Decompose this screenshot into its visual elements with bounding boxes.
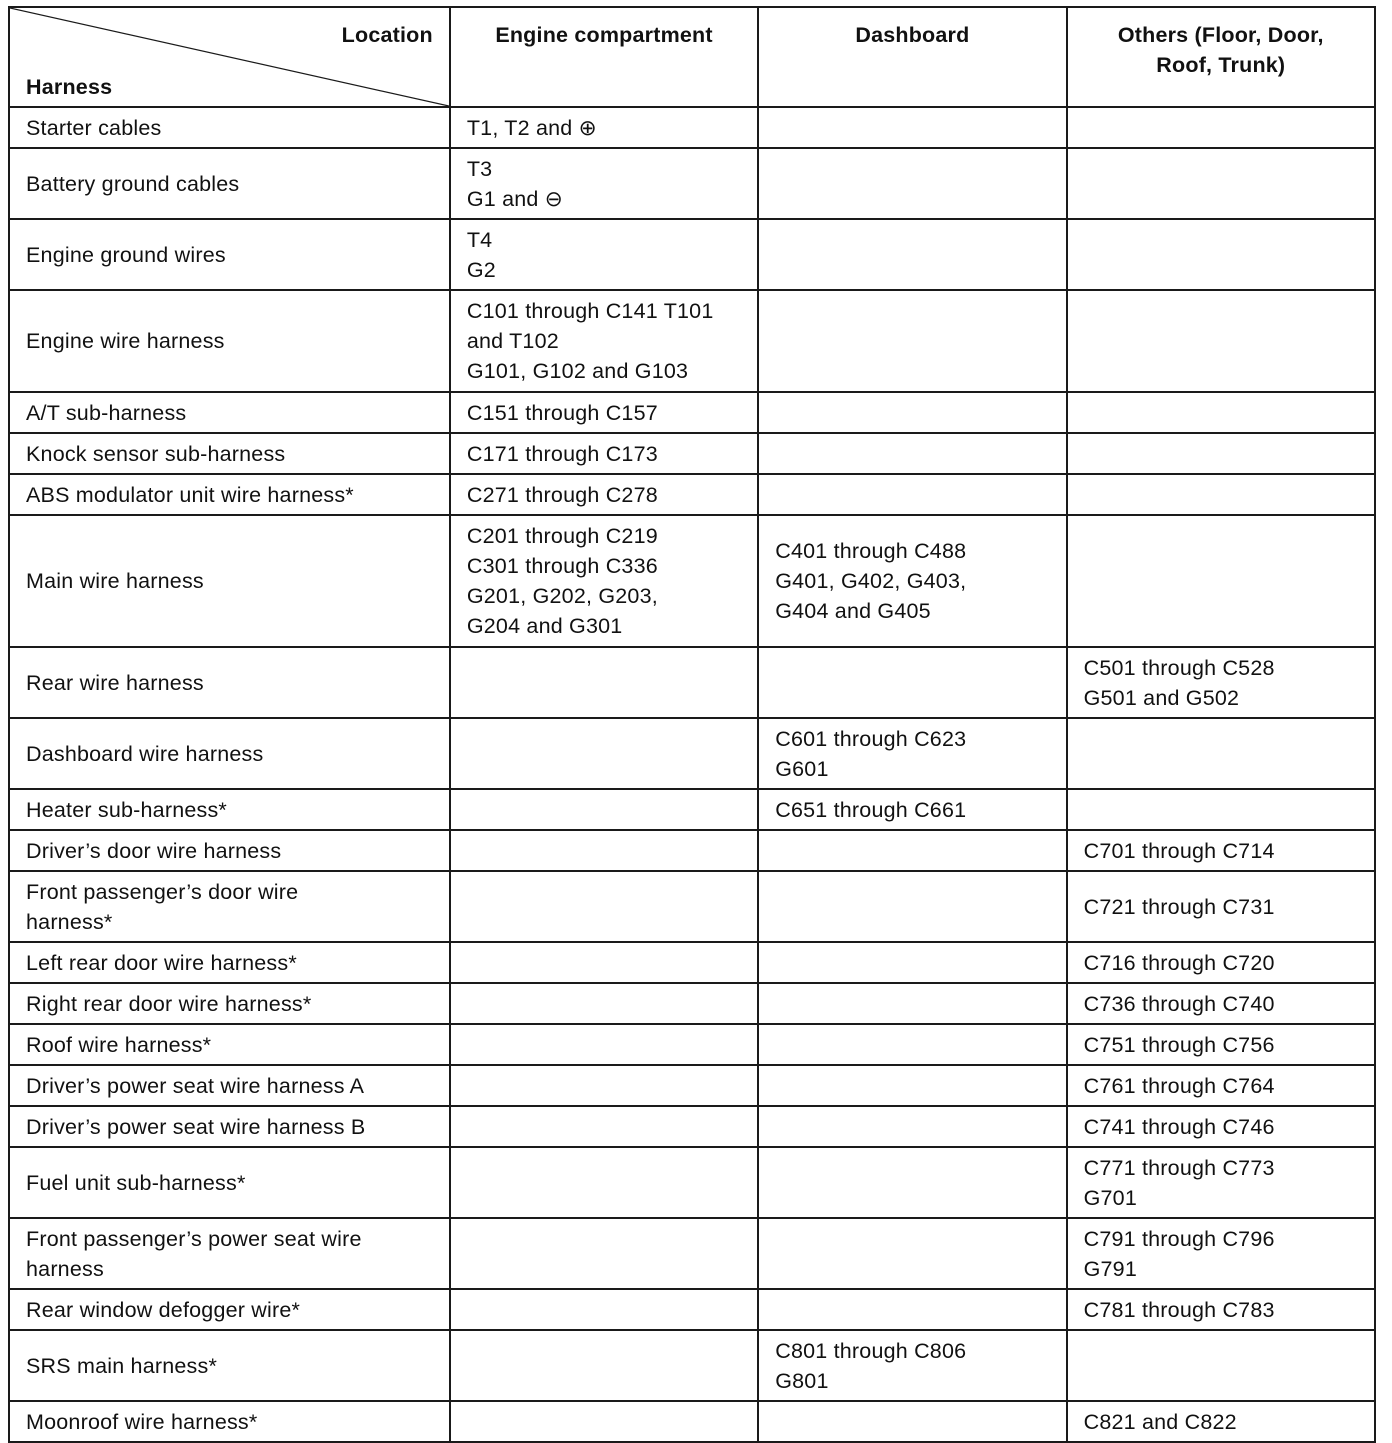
cell-text-line: C761 through C764 bbox=[1083, 1073, 1275, 1098]
cell-text-line: G401, G402, G403, bbox=[775, 569, 967, 593]
engine-compartment-cell bbox=[450, 718, 758, 789]
cell-text-line: C736 through C740 bbox=[1083, 991, 1275, 1016]
harness-cell bbox=[9, 1147, 450, 1218]
harness-cell bbox=[9, 290, 450, 392]
cell-text-line: G101, G102 and G103 bbox=[466, 359, 689, 383]
harness-cell bbox=[9, 718, 450, 789]
cell-text-line: Engine wire harness bbox=[26, 329, 225, 353]
cell-text-line: C271 through C278 bbox=[466, 482, 658, 507]
others-cell bbox=[1067, 433, 1375, 474]
dashboard-cell bbox=[758, 433, 1066, 474]
cell-text-line: G701 bbox=[1083, 1185, 1137, 1210]
harness-cell bbox=[9, 830, 450, 871]
engine-compartment-cell bbox=[450, 1330, 758, 1401]
column-header-line: Engine compartment bbox=[495, 23, 713, 47]
dashboard-cell bbox=[758, 148, 1066, 219]
others-cell bbox=[1067, 1106, 1375, 1147]
engine-compartment-cell bbox=[450, 107, 758, 148]
cell-text-line: G201, G202, G203, bbox=[466, 584, 658, 608]
harness-cell bbox=[9, 1065, 450, 1106]
cell-text-line: C716 through C720 bbox=[1083, 950, 1275, 975]
column-header-dashboard bbox=[758, 7, 1066, 107]
others-cell bbox=[1067, 148, 1375, 219]
engine-compartment-cell bbox=[450, 1289, 758, 1330]
others-cell bbox=[1067, 983, 1375, 1024]
others-cell bbox=[1067, 942, 1375, 983]
others-cell bbox=[1067, 1147, 1375, 1218]
cell-text-line: Starter cables bbox=[26, 115, 162, 140]
dashboard-cell bbox=[758, 1330, 1066, 1401]
dashboard-cell bbox=[758, 1065, 1066, 1106]
engine-compartment-cell bbox=[450, 290, 758, 392]
harness-cell bbox=[9, 1218, 450, 1289]
others-cell bbox=[1067, 647, 1375, 718]
others-cell bbox=[1067, 515, 1375, 647]
cell-text-line: C821 and C822 bbox=[1083, 1409, 1237, 1434]
cell-text-line: Dashboard wire harness bbox=[26, 741, 264, 766]
table-row bbox=[9, 1289, 1375, 1330]
others-cell bbox=[1067, 1218, 1375, 1289]
engine-compartment-cell bbox=[450, 1147, 758, 1218]
cell-text-line: C701 through C714 bbox=[1083, 838, 1275, 863]
cell-text-line: G501 and G502 bbox=[1083, 685, 1240, 710]
cell-text-line: G404 and G405 bbox=[775, 599, 931, 623]
others-cell bbox=[1067, 1330, 1375, 1401]
table-row bbox=[9, 647, 1375, 718]
cell-text-line: C501 through C528 bbox=[1083, 655, 1275, 680]
engine-compartment-cell bbox=[450, 647, 758, 718]
engine-compartment-cell bbox=[450, 474, 758, 515]
cell-text-line: C801 through C806 bbox=[775, 1338, 967, 1363]
cell-text-line: C601 through C623 bbox=[775, 726, 967, 751]
table-row bbox=[9, 219, 1375, 290]
harness-cell bbox=[9, 1401, 450, 1442]
harness-cell bbox=[9, 433, 450, 474]
engine-compartment-cell bbox=[450, 219, 758, 290]
dashboard-cell bbox=[758, 1289, 1066, 1330]
dashboard-cell bbox=[758, 983, 1066, 1024]
dashboard-cell bbox=[758, 392, 1066, 433]
engine-compartment-cell bbox=[450, 1065, 758, 1106]
others-cell bbox=[1067, 474, 1375, 515]
cell-text-line: T1, T2 and ⊕ bbox=[466, 115, 597, 140]
dashboard-cell bbox=[758, 647, 1066, 718]
cell-text-line: C741 through C746 bbox=[1083, 1114, 1275, 1139]
cell-text-line: and T102 bbox=[466, 329, 559, 353]
corner-header-cell bbox=[9, 7, 450, 107]
table-row bbox=[9, 718, 1375, 789]
table-body bbox=[9, 107, 1375, 1442]
cell-text-line: A/T sub-harness bbox=[26, 400, 187, 425]
harness-cell bbox=[9, 983, 450, 1024]
location-label: Location bbox=[341, 23, 433, 47]
others-cell bbox=[1067, 392, 1375, 433]
harness-cell bbox=[9, 148, 450, 219]
dashboard-cell bbox=[758, 290, 1066, 392]
cell-text-line: C101 through C141 T101 bbox=[466, 299, 714, 323]
engine-compartment-cell bbox=[450, 789, 758, 830]
table-row bbox=[9, 474, 1375, 515]
column-header-line: Others (Floor, Door, bbox=[1117, 23, 1324, 47]
table-row bbox=[9, 392, 1375, 433]
engine-compartment-cell bbox=[450, 1218, 758, 1289]
cell-text-line: Roof wire harness* bbox=[26, 1032, 212, 1057]
column-header-others bbox=[1067, 7, 1375, 107]
engine-compartment-cell bbox=[450, 392, 758, 433]
others-cell bbox=[1067, 1289, 1375, 1330]
header-row bbox=[9, 7, 1375, 107]
cell-text-line: Front passenger’s door wire bbox=[26, 879, 299, 904]
cell-text-line: G204 and G301 bbox=[466, 614, 623, 638]
cell-text-line: Heater sub-harness* bbox=[26, 797, 227, 822]
column-header-engine-compartment bbox=[450, 7, 758, 107]
cell-text-line: Driver’s power seat wire harness B bbox=[26, 1114, 366, 1139]
cell-text-line: G801 bbox=[775, 1368, 829, 1393]
harness-cell bbox=[9, 515, 450, 647]
engine-compartment-cell bbox=[450, 983, 758, 1024]
dashboard-cell bbox=[758, 1147, 1066, 1218]
engine-compartment-cell bbox=[450, 515, 758, 647]
harness-cell bbox=[9, 789, 450, 830]
cell-text-line: harness* bbox=[26, 909, 113, 934]
dashboard-cell bbox=[758, 474, 1066, 515]
others-cell bbox=[1067, 1401, 1375, 1442]
cell-text-line: G1 and ⊖ bbox=[466, 186, 563, 211]
cell-text-line: C201 through C219 bbox=[466, 524, 658, 548]
harness-cell bbox=[9, 392, 450, 433]
column-header-line: Roof, Trunk) bbox=[1156, 53, 1286, 77]
table-row bbox=[9, 1401, 1375, 1442]
others-cell bbox=[1067, 290, 1375, 392]
harness-cell bbox=[9, 1289, 450, 1330]
cell-text-line: Main wire harness bbox=[26, 569, 204, 593]
cell-text-line: ABS modulator unit wire harness* bbox=[26, 482, 354, 507]
cell-text-line: T3 bbox=[466, 156, 493, 181]
cell-text-line: harness bbox=[26, 1256, 104, 1281]
cell-text-line: Driver’s door wire harness bbox=[26, 838, 282, 863]
engine-compartment-cell bbox=[450, 830, 758, 871]
table-row bbox=[9, 983, 1375, 1024]
dashboard-cell bbox=[758, 1401, 1066, 1442]
table-row bbox=[9, 830, 1375, 871]
dashboard-cell bbox=[758, 830, 1066, 871]
others-cell bbox=[1067, 1065, 1375, 1106]
engine-compartment-cell bbox=[450, 1106, 758, 1147]
table-row bbox=[9, 148, 1375, 219]
others-cell bbox=[1067, 718, 1375, 789]
others-cell bbox=[1067, 871, 1375, 942]
cell-text-line: C401 through C488 bbox=[775, 539, 967, 563]
dashboard-cell bbox=[758, 107, 1066, 148]
cell-text-line: Right rear door wire harness* bbox=[26, 991, 312, 1016]
harness-cell bbox=[9, 647, 450, 718]
cell-text-line: C791 through C796 bbox=[1083, 1226, 1275, 1251]
cell-text-line: Battery ground cables bbox=[26, 171, 240, 196]
engine-compartment-cell bbox=[450, 1401, 758, 1442]
dashboard-cell bbox=[758, 219, 1066, 290]
table-row bbox=[9, 1330, 1375, 1401]
cell-text-line: C171 through C173 bbox=[466, 441, 658, 466]
cell-text-line: G601 bbox=[775, 756, 829, 781]
engine-compartment-cell bbox=[450, 433, 758, 474]
cell-text-line: Driver’s power seat wire harness A bbox=[26, 1073, 365, 1098]
cell-text-line: Knock sensor sub-harness bbox=[26, 441, 286, 466]
harness-cell bbox=[9, 1106, 450, 1147]
table-row bbox=[9, 107, 1375, 148]
others-cell bbox=[1067, 830, 1375, 871]
table-row bbox=[9, 433, 1375, 474]
dashboard-cell bbox=[758, 1024, 1066, 1065]
cell-text-line: Rear wire harness bbox=[26, 670, 204, 695]
table-row bbox=[9, 1024, 1375, 1065]
dashboard-cell bbox=[758, 789, 1066, 830]
cell-text-line: Fuel unit sub-harness* bbox=[26, 1170, 246, 1195]
table-row bbox=[9, 515, 1375, 647]
others-cell bbox=[1067, 107, 1375, 148]
table-row bbox=[9, 290, 1375, 392]
harness-cell bbox=[9, 107, 450, 148]
column-header-line: Dashboard bbox=[855, 23, 970, 47]
table-row bbox=[9, 1106, 1375, 1147]
harness-cell bbox=[9, 219, 450, 290]
cell-text-line: C751 through C756 bbox=[1083, 1032, 1275, 1057]
harness-label: Harness bbox=[26, 75, 113, 99]
cell-text-line: Engine ground wires bbox=[26, 242, 226, 267]
dashboard-cell bbox=[758, 1218, 1066, 1289]
dashboard-cell bbox=[758, 718, 1066, 789]
cell-text-line: C721 through C731 bbox=[1083, 894, 1275, 919]
dashboard-cell bbox=[758, 942, 1066, 983]
dashboard-cell bbox=[758, 871, 1066, 942]
cell-text-line: Left rear door wire harness* bbox=[26, 950, 297, 975]
table-row bbox=[9, 1065, 1375, 1106]
table-row bbox=[9, 942, 1375, 983]
harness-cell bbox=[9, 871, 450, 942]
table-row bbox=[9, 1218, 1375, 1289]
engine-compartment-cell bbox=[450, 148, 758, 219]
cell-text-line: Moonroof wire harness* bbox=[26, 1409, 258, 1434]
others-cell bbox=[1067, 1024, 1375, 1065]
engine-compartment-cell bbox=[450, 871, 758, 942]
engine-compartment-cell bbox=[450, 942, 758, 983]
cell-text-line: Front passenger’s power seat wire bbox=[26, 1226, 362, 1251]
cell-text-line: C651 through C661 bbox=[775, 797, 967, 822]
cell-text-line: SRS main harness* bbox=[26, 1353, 218, 1378]
cell-text-line: Rear window defogger wire* bbox=[26, 1297, 301, 1322]
others-cell bbox=[1067, 219, 1375, 290]
harness-location-table bbox=[8, 6, 1376, 1443]
cell-text-line: G2 bbox=[466, 257, 496, 282]
table-row bbox=[9, 789, 1375, 830]
harness-cell bbox=[9, 1024, 450, 1065]
engine-compartment-cell bbox=[450, 1024, 758, 1065]
cell-text-line: T4 bbox=[466, 227, 493, 252]
table-row bbox=[9, 1147, 1375, 1218]
cell-text-line: C781 through C783 bbox=[1083, 1297, 1275, 1322]
dashboard-cell bbox=[758, 515, 1066, 647]
cell-text-line: G791 bbox=[1083, 1256, 1137, 1281]
cell-text-line: C301 through C336 bbox=[466, 554, 658, 578]
cell-text-line: C771 through C773 bbox=[1083, 1155, 1275, 1180]
harness-cell bbox=[9, 942, 450, 983]
harness-cell bbox=[9, 474, 450, 515]
cell-text-line: C151 through C157 bbox=[466, 400, 658, 425]
dashboard-cell bbox=[758, 1106, 1066, 1147]
table-row bbox=[9, 871, 1375, 942]
harness-cell bbox=[9, 1330, 450, 1401]
others-cell bbox=[1067, 789, 1375, 830]
